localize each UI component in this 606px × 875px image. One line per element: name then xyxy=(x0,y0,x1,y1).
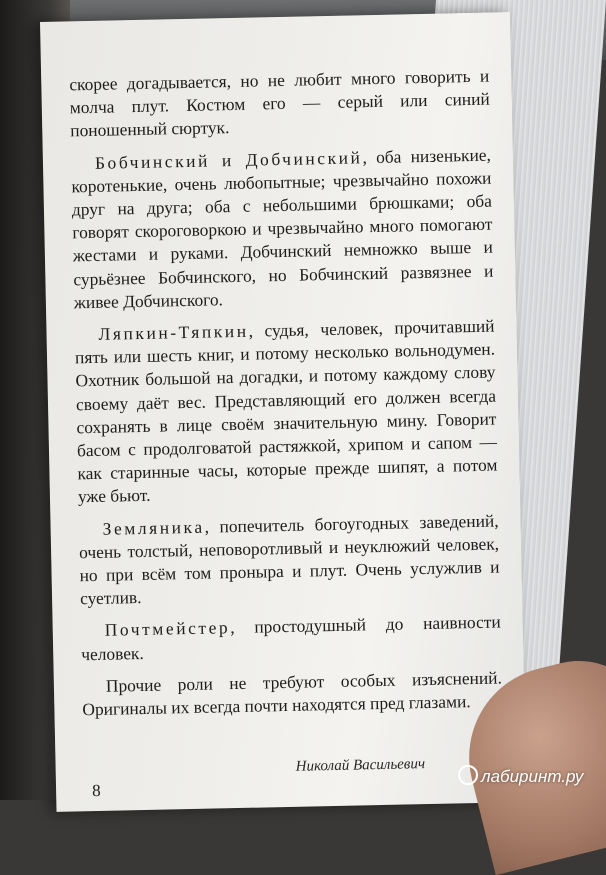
paragraph-6: Прочие роли не требуют особых изъяснений. Оригиналы их всегда почти находятся пред глазами. xyxy=(82,667,503,720)
page-text xyxy=(69,65,503,731)
character-name: Почтмейстер xyxy=(104,617,231,641)
paragraph-3: Ляпкин-Тяпкин, судья, человек, прочитавший пять или шесть книг, и потому несколько вольнодумен. Охотник большой на догадки, и потому каждому слову своему даёт вес. Представляющий его должен всегда сохранять в лице своём значительную мину. Говорит басом с продолговатой растяжкой, хрипом и сапом — как старинные часы, которые прежде шипят, а потом уже бьют. xyxy=(74,315,498,507)
character-name: Ляпкин-Тяпкин xyxy=(98,320,249,344)
paragraph-2: Бобчинский и Добчинский, оба низенькие, коротенькие, очень любопытные; чрезвычайно похожи друг на друга; оба с небольшими брюшками; оба говорят скороговоркою и чрезвычайно много помогают жестами и руками. Добчинский немножко выше и сурьёзнее Бобчинского, но Бобчинский развязнее и живее Добчинского. xyxy=(71,144,494,313)
running-head: Николай Васильевич xyxy=(295,756,426,775)
character-name: Бобчинский и Добчинский xyxy=(94,146,363,173)
book-page xyxy=(40,12,526,812)
labirint-logo-icon xyxy=(458,765,478,785)
watermark: лабиринт.ру xyxy=(458,765,583,787)
paragraph-4: Земляника, попечитель богоугодных заведений, очень толстый, неповоротливый и неуклюжий человек, но при всём том проныра и плут. Очень услужлив и суетлив. xyxy=(78,510,500,609)
paragraph-5: Почтмейстер, простодушный до наивности человек. xyxy=(81,611,501,664)
paragraph-1: скорее догадывается, но не любит много говорить и молча плут. Костюм его — серый или синий поношенный сюртук. xyxy=(69,65,490,141)
character-name: Земляника xyxy=(102,516,205,539)
page-number: 8 xyxy=(91,780,101,801)
